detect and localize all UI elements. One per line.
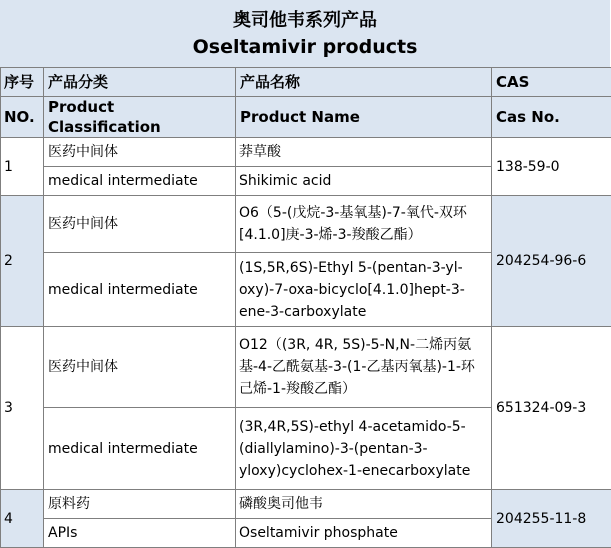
header-row-english: [1, 97, 611, 138]
product-name-en: Shikimic acid: [236, 167, 492, 196]
product-name-cn: 莽草酸: [236, 138, 492, 167]
classification-en: medical intermediate: [44, 408, 236, 490]
row-number: 4: [1, 490, 44, 548]
row-number: 2: [1, 196, 44, 327]
product-name-en: (1S,5R,6S)-Ethyl 5-(pentan-3-yl-oxy)-7-oxa-bicyclo[4.1.0]hept-3-ene-3-carboxylate: [236, 253, 492, 327]
header-name-cn: 产品名称: [236, 68, 492, 97]
classification-en: APIs: [44, 519, 236, 548]
classification-cn: 原料药: [44, 490, 236, 519]
header-cas-en: Cas No.: [492, 97, 611, 138]
classification-cn: 医药中间体: [44, 327, 236, 408]
products-table: [0, 67, 611, 548]
classification-cn: 医药中间体: [44, 196, 236, 253]
classification-en: medical intermediate: [44, 167, 236, 196]
classification-cn: 医药中间体: [44, 138, 236, 167]
row-number: 3: [1, 327, 44, 490]
table-row: [1, 490, 611, 519]
title-english: Oseltamivir products: [193, 34, 418, 60]
table-row: [1, 327, 611, 408]
cas-number: 138-59-0: [492, 138, 611, 196]
product-name-en: (3R,4R,5S)-ethyl 4-acetamido-5-(diallylamino)-3-(pentan-3-yloxy)cyclohex-1-enecarboxylate: [236, 408, 492, 490]
header-name-en: Product Name: [236, 97, 492, 138]
cas-number: 204254-96-6: [492, 196, 611, 327]
product-name-cn: 磷酸奥司他韦: [236, 490, 492, 519]
table-row: [1, 138, 611, 167]
table-row: [1, 196, 611, 253]
header-no-en: NO.: [1, 97, 44, 138]
cas-number: 651324-09-3: [492, 327, 611, 490]
header-no-cn: 序号: [1, 68, 44, 97]
row-number: 1: [1, 138, 44, 196]
title-block: [0, 0, 610, 68]
header-classification-cn: 产品分类: [44, 68, 236, 97]
product-name-cn: O6（5-(戊烷-3-基氧基)-7-氧代-双环[4.1.0]庚-3-烯-3-羧酸乙酯）: [236, 196, 492, 253]
classification-en: medical intermediate: [44, 253, 236, 327]
header-row-chinese: [1, 68, 611, 97]
product-name-cn: O12（(3R, 4R, 5S)-5-N,N-二烯丙氨基-4-乙酰氨基-3-(1-乙基丙氧基)-1-环己烯-1-羧酸乙酯）: [236, 327, 492, 408]
product-name-en: Oseltamivir phosphate: [236, 519, 492, 548]
header-cas-cn: CAS: [492, 68, 611, 97]
header-classification-en: Product Classification: [44, 97, 236, 138]
title-chinese: 奥司他韦系列产品: [233, 8, 377, 34]
cas-number: 204255-11-8: [492, 490, 611, 548]
